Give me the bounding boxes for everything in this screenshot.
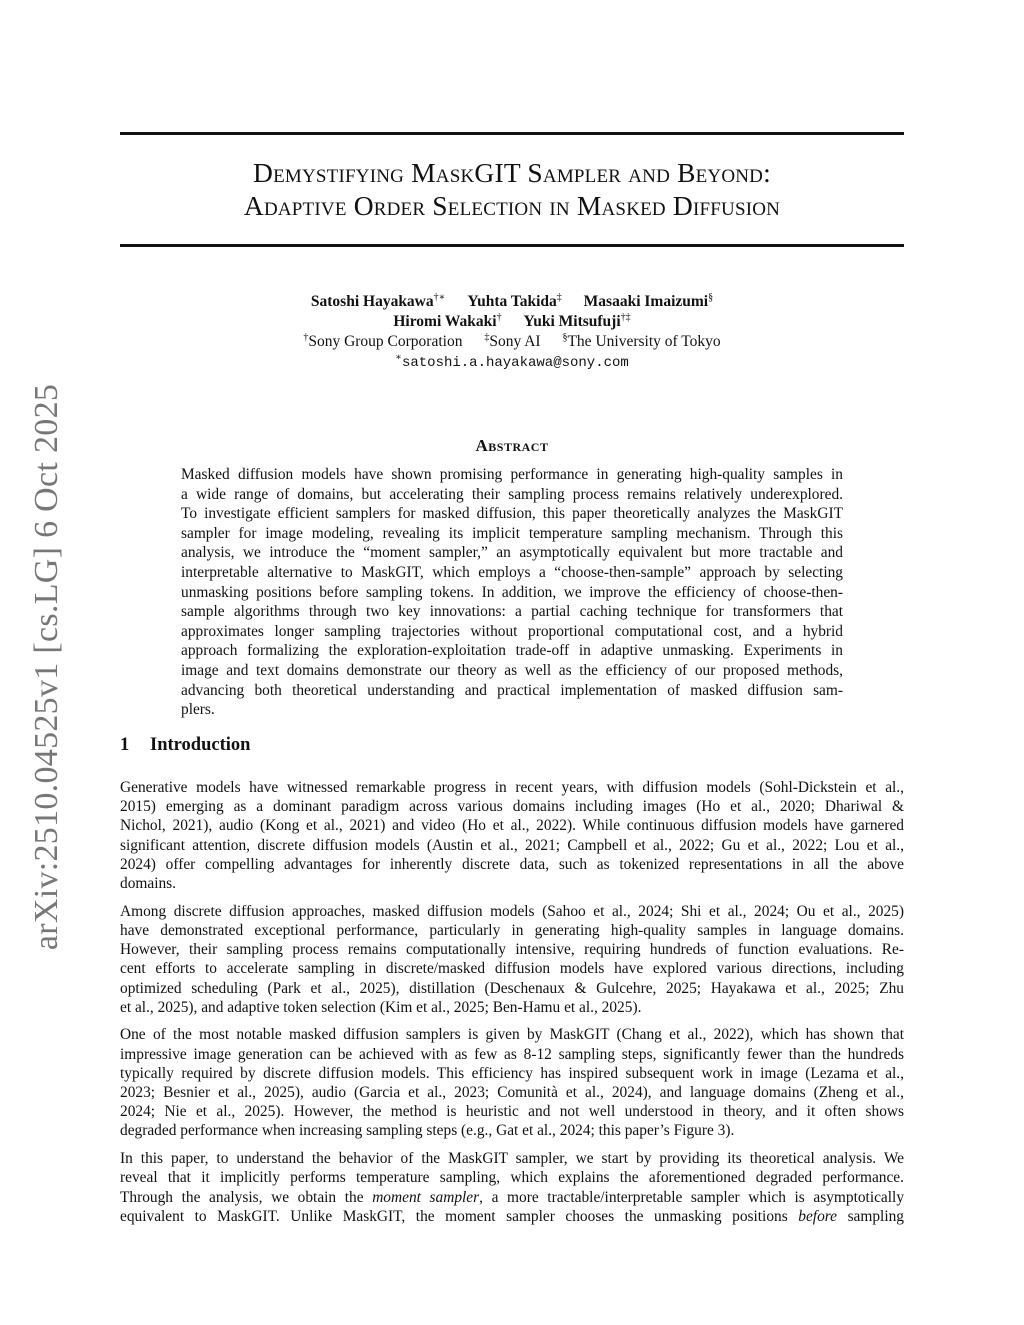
abstract-line: a wide range of domains, but accelerating their sampling process remains relatively underexplored.: [181, 485, 843, 503]
author-mark: §: [708, 291, 714, 303]
text-line: significant attention, discrete diffusion models (Austin et al., 2021; Campbell et al., 2022; Gu et al., 2022; Lou et al.,: [120, 836, 904, 854]
text-run: equivalent to MaskGIT. Unlike MaskGIT, the moment sampler chooses the unmasking positions: [120, 1207, 799, 1225]
affiliation: Sony Group Corporation: [308, 333, 463, 350]
author-name: Satoshi Hayakawa: [310, 293, 434, 310]
paragraph: [120, 1025, 904, 1140]
section-title: Introduction: [150, 735, 251, 755]
paragraph: [120, 778, 904, 893]
author-name: Masaaki Imaizumi: [583, 293, 709, 310]
title-line-1: Demystifying MaskGIT Sampler and Beyond:: [253, 157, 771, 188]
text-line: One of the most notable masked diffusion samplers is given by MaskGIT (Chang et al., 2022), which has shown that: [120, 1026, 904, 1044]
abstract-heading: Abstract: [475, 436, 549, 455]
affiliation-row: [120, 332, 904, 352]
text-line: 2015) emerging as a dominant paradigm across various domains including images (Ho et al., 2020; Dhariwal &: [120, 798, 904, 816]
text-line: [120, 1188, 904, 1207]
text-line: cent efforts to accelerate sampling in discrete/masked diffusion models have explored various directions, including: [120, 960, 904, 978]
text-line: 2024) offer compelling advantages for inherently discrete data, such as tokenized representations in all the above: [120, 855, 904, 873]
abstract-line: analysis, we introduce the “moment sampler,” an asymptotically equivalent but more tractable and: [181, 544, 843, 562]
text-line: In this paper, to understand the behavior of the MaskGIT sampler, we start by providing its theoretical analysis. We: [120, 1150, 904, 1168]
text-line: However, their sampling process remains computationally intensive, requiring hundreds of function evaluations. Re-: [120, 941, 904, 959]
author-mark: †‡: [620, 311, 631, 323]
affiliation: The University of Tokyo: [567, 333, 721, 350]
author-block: [120, 292, 904, 373]
text-line: [120, 1207, 904, 1226]
abstract-body: [181, 465, 843, 720]
abstract-line: unmasking positions before sampling tokens. In addition, we improve the efficiency of choose-then-: [181, 583, 843, 601]
emphasized-term: moment sampler: [372, 1188, 480, 1206]
text-line: optimized scheduling (Park et al., 2025), distillation (Deschenaux & Gulcehre, 2025; Hayakawa et al., 2025; Zhu: [120, 979, 904, 997]
emphasized-term: before: [798, 1207, 838, 1225]
author-email: satoshi.a.hayakawa@sony.com: [401, 355, 629, 371]
section-heading: [120, 735, 250, 756]
author-name: Yuki Mitsufuji: [523, 313, 621, 330]
email-row: [120, 352, 904, 373]
text-line: impressive image generation can be achieved with as few as 8-12 sampling steps, significantly fewer than the hundreds: [120, 1045, 904, 1063]
affiliation-mark: †: [303, 331, 309, 343]
text-line: Among discrete diffusion approaches, masked diffusion models (Sahoo et al., 2024; Shi et al., 2024; Ou et al., 2025): [120, 902, 904, 920]
text-line: et al., 2025), and adaptive token selection (Kim et al., 2025; Ben-Hamu et al., 2025).: [120, 998, 642, 1016]
title-line-2: Adaptive Order Selection in Masked Diffusion: [243, 190, 781, 221]
title-bottom-rule: [120, 244, 904, 247]
author-mark: †: [496, 311, 502, 323]
text-run: sampling: [837, 1207, 904, 1225]
abstract-line: approach formalizing the exploration-exploitation trade-off in adaptive unmasking. Experiments in: [181, 642, 843, 660]
author-name: Yuhta Takida: [467, 293, 557, 310]
title-top-rule: [120, 132, 904, 135]
text-line: Nichol, 2021), audio (Kong et al., 2021) and video (Ho et al., 2022). While continuous diffusion models have garnered: [120, 817, 904, 835]
arxiv-identifier: arXiv:2510.04525v1 [cs.LG] 6 Oct 2025: [28, 383, 65, 951]
abstract-line: interpretable alternative to MaskGIT, which employs a “choose-then-sample” approach by selecting: [181, 563, 843, 581]
text-line: reveal that it implicitly performs temperature sampling, which explains the aforementioned degraded performance.: [120, 1169, 904, 1187]
text-line: degraded performance when increasing sampling steps (e.g., Gat et al., 2024; this paper’s Figure 3).: [120, 1122, 735, 1140]
paragraph: [120, 902, 904, 1017]
email-mark: ∗: [395, 351, 402, 363]
text-line: Generative models have witnessed remarkable progress in recent years, with diffusion models (Sohl-Dickstein et al.,: [120, 779, 904, 796]
affiliation-mark: §: [562, 331, 568, 343]
affiliation: Sony AI: [489, 333, 541, 350]
paper-title: [120, 156, 904, 222]
text-line: domains.: [120, 875, 177, 893]
author-name: Hiromi Wakaki: [393, 313, 497, 330]
abstract-line: To investigate efficient samplers for masked diffusion, this paper theoretically analyzes the MaskGIT: [181, 505, 843, 523]
section-number: 1: [120, 735, 130, 755]
abstract-line: plers.: [181, 701, 215, 719]
abstract-line: approximates longer sampling trajectories without proportional computational cost, and a hybrid: [181, 622, 843, 640]
paragraph: [120, 1149, 904, 1226]
text-run: , a more tractable/interpretable sampler which is asymptotically: [479, 1188, 905, 1206]
abstract-line: image and text domains demonstrate our theory as well as the efficiency of our proposed methods,: [181, 661, 843, 679]
abstract-line: sample algorithms through two key innovations: a partial caching technique for transformers that: [181, 603, 843, 621]
text-line: have demonstrated exceptional performance, particularly in generating high-quality samples in language domains.: [120, 921, 904, 939]
text-line: 2024; Nie et al., 2025). However, the method is heuristic and not well understood in theory, and it often shows: [120, 1103, 904, 1121]
affiliation-mark: ‡: [484, 331, 490, 343]
author-row-2: [120, 312, 904, 332]
abstract-line: sampler for image modeling, revealing its implicit temperature sampling mechanism. Through this: [181, 524, 843, 542]
author-mark: †∗: [433, 291, 446, 303]
text-run: Through the analysis, we obtain the: [120, 1188, 373, 1206]
abstract-line: advancing both theoretical understanding and practical implementation of masked diffusion sam-: [181, 681, 843, 699]
text-line: typically required by discrete diffusion models. This efficiency has inspired subsequent work in image (Lezama et al.,: [120, 1064, 904, 1082]
abstract-line: Masked diffusion models have shown promising performance in generating high-quality samples in: [181, 466, 843, 483]
text-line: 2023; Besnier et al., 2025), audio (Garcia et al., 2023; Comunità et al., 2024), and language domains (Zheng et al.,: [120, 1084, 904, 1102]
author-row-1: [120, 292, 904, 312]
author-mark: ‡: [556, 291, 562, 303]
introduction-body: [120, 778, 904, 1234]
